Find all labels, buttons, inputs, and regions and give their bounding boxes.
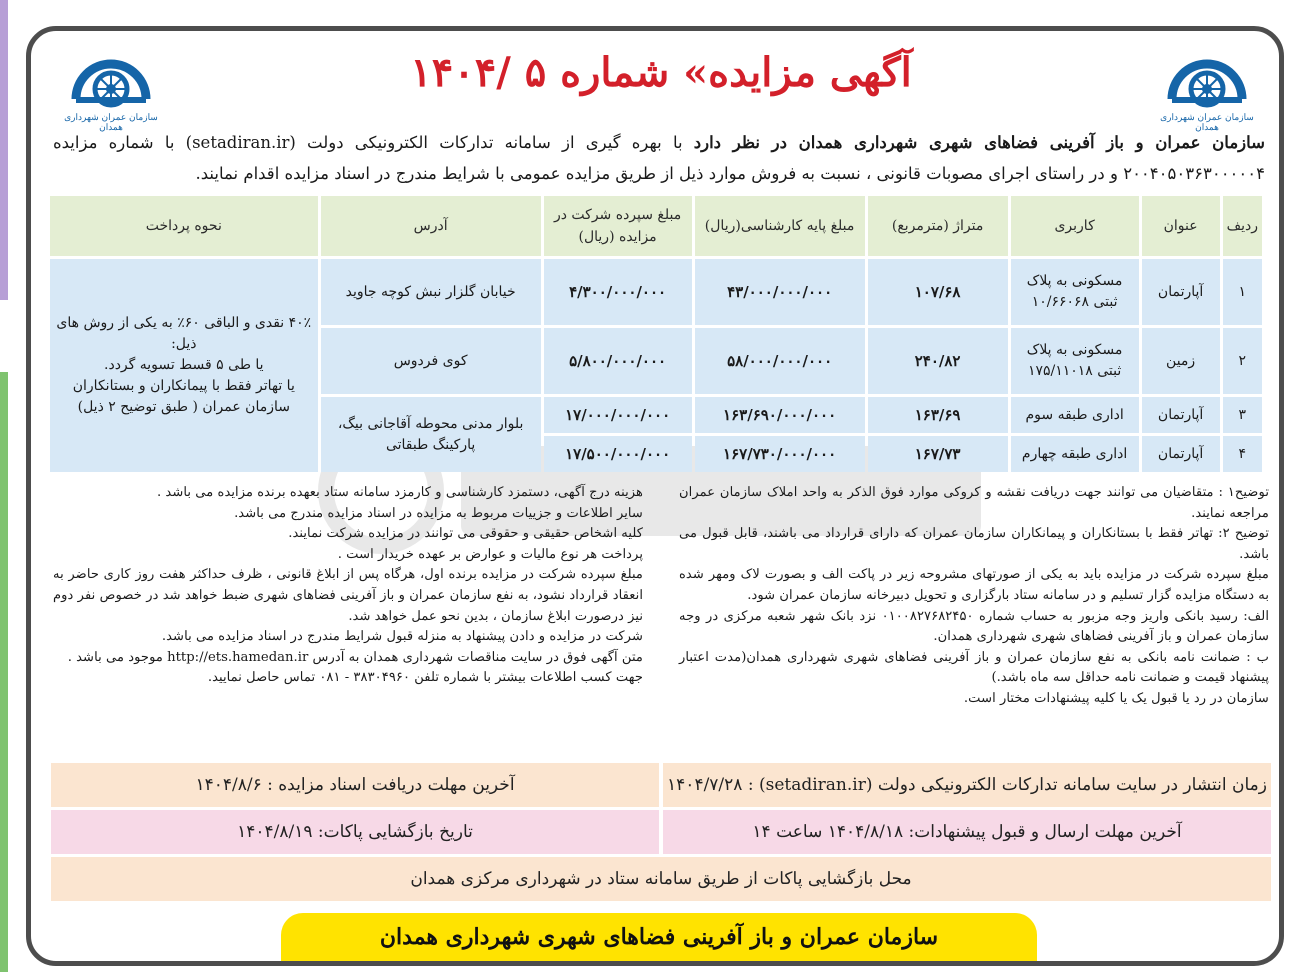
side-strip-bottom bbox=[0, 372, 8, 972]
col-header: متراژ (مترمربع) bbox=[868, 196, 1008, 256]
notes-left-column bbox=[53, 483, 643, 689]
notice-frame bbox=[26, 26, 1284, 966]
table-row bbox=[50, 259, 1262, 325]
cell-payment-method bbox=[50, 259, 318, 472]
document-deadline: آخرین مهلت دریافت اسناد مزایده : ۱۴۰۴/۸/۶ bbox=[51, 763, 659, 807]
cell-deposit: ۴/۳۰۰/۰۰۰/۰۰۰ bbox=[544, 259, 692, 325]
cell-row-number: ۲ bbox=[1223, 328, 1262, 394]
intro-text: با بهره گیری از سامانه تدارکات الکترونیکی دولت (setadiran.ir) با شماره مزایده ۲۰۰۴۰۵۰۳۶۳۰۰۰۰۰۴ و در راستای اجرای مصوبات قانونی ، نسبت به فروش موارد ذیل از طریق مزایده عمومی با شرایط مندرج در اسناد مزایده اقدام نمایند. bbox=[53, 133, 1265, 183]
dates-row-1 bbox=[51, 763, 1271, 807]
note-item: ب : ضمانت نامه بانکی به نفع سازمان عمران و باز آفرینی فضاهای شهری شهرداری همدان(مدت اعتبار پیشنهاد قیمت و ضمانت نامه حداقل سه ماه باشد.) bbox=[679, 649, 1269, 686]
intro-paragraph bbox=[53, 127, 1265, 189]
cell-row-number: ۳ bbox=[1223, 397, 1262, 433]
cell-area: ۲۴۰/۸۲ bbox=[868, 328, 1008, 394]
logo-left bbox=[61, 43, 161, 133]
cell-deposit: ۵/۸۰۰/۰۰۰/۰۰۰ bbox=[544, 328, 692, 394]
cell-base-price: ۵۸/۰۰۰/۰۰۰/۰۰۰ bbox=[695, 328, 865, 394]
col-header: مبلغ پایه کارشناسی(ریال) bbox=[695, 196, 865, 256]
cell-title: زمین bbox=[1142, 328, 1220, 394]
dates-row-2 bbox=[51, 810, 1271, 854]
payment-line: ۴۰٪ نقدی و الباقی ۶۰٪ به یکی از روش های ذیل: bbox=[56, 315, 312, 352]
cell-title: آپارتمان bbox=[1142, 397, 1220, 433]
cell-address: خیابان گلزار نبش کوچه جاوید bbox=[321, 259, 541, 325]
payment-line: یا طی ۵ قسط تسویه گردد. bbox=[104, 357, 264, 373]
note-item: شرکت در مزایده و دادن پیشنهاد به منزله قبول شرایط مندرج در اسناد مزایده می باشد. bbox=[161, 629, 643, 645]
col-header: آدرس bbox=[321, 196, 541, 256]
note-item: مبلغ سپرده شرکت در مزایده باید به یکی از صورتهای مشروحه زیر در پاکت الف و بصورت لاک ومهر شده به دستگاه مزایده گزار تسلیم و در سامانه ستاد بارگزاری و تحویل دبیرخانه سازمان عمران شود. bbox=[679, 567, 1269, 603]
notes-section bbox=[53, 483, 1269, 743]
payment-line: یا تهاتر فقط با پیمانکاران و بستانکاران سازمان عمران ( طبق توضیح ۲ ذیل) bbox=[72, 378, 295, 415]
items-table bbox=[47, 193, 1265, 475]
note-item: هزینه درج آگهی، دستمزد کارشناسی و کارمزد سامانه ستاد بعهده برنده مزایده می باشد . bbox=[157, 485, 643, 500]
dates-row-3 bbox=[51, 857, 1271, 901]
cell-area: ۱۶۷/۷۳ bbox=[868, 436, 1008, 472]
page-title: آگهی مزایده» شماره ۵ /۱۴۰۴ bbox=[410, 49, 912, 96]
opening-date: تاریخ بازگشایی پاکات: ۱۴۰۴/۸/۱۹ bbox=[51, 810, 659, 854]
note-item: کلیه اشخاص حقیقی و حقوقی می توانند در مزایده شرکت نمایند. bbox=[288, 526, 643, 542]
note-item: توضیح۱ : متقاضیان می توانند جهت دریافت نقشه و کروکی موارد فوق الذکر به واحد املاک سازمان عمران مراجعه نمایند. bbox=[679, 485, 1269, 521]
cell-usage: مسکونی به پلاک ثبتی ۱۷۵/۱۱۰۱۸ bbox=[1011, 328, 1139, 394]
cell-address: بلوار مدنی محوطه آقاجانی بیگ، پارکینگ طبقاتی bbox=[321, 397, 541, 472]
submission-deadline: آخرین مهلت ارسال و قبول پیشنهادات: ۱۴۰۴/۸/۱۸ ساعت ۱۴ bbox=[663, 810, 1271, 854]
cell-deposit: ۱۷/۵۰۰/۰۰۰/۰۰۰ bbox=[544, 436, 692, 472]
cell-title: آپارتمان bbox=[1142, 259, 1220, 325]
cell-usage: اداری طبقه چهارم bbox=[1011, 436, 1139, 472]
logo-right bbox=[1157, 43, 1257, 133]
intro-org: سازمان عمران و باز آفرینی فضاهای شهری شهرداری همدان در نظر دارد bbox=[693, 133, 1265, 152]
note-item: توضیح ۲: تهاتر فقط با بستانکاران و پیمانکاران سازمان عمران که دارای قرارداد می باشند، قابل قبول می باشد. bbox=[679, 526, 1269, 562]
col-header: نحوه پرداخت bbox=[50, 196, 318, 256]
col-header: کاربری bbox=[1011, 196, 1139, 256]
note-item: الف: رسید بانکی واریز وجه مزبور به حساب شماره ۰۱۰۰۸۲۷۶۸۲۴۵۰ نزد بانک شهر شعبه مرکزی در وجه سازمان عمران و باز آفرینی فضاهای شهری شهرداری همدان. bbox=[679, 608, 1269, 645]
organization-logo-icon bbox=[1164, 43, 1250, 115]
note-item: سازمان در رد یا قبول یک یا کلیه پیشنهادات مختار است. bbox=[963, 690, 1269, 706]
cell-deposit: ۱۷/۰۰۰/۰۰۰/۰۰۰ bbox=[544, 397, 692, 433]
cell-usage: مسکونی به پلاک ثبتی ۱۰/۶۶۰۶۸ bbox=[1011, 259, 1139, 325]
side-strip-top bbox=[0, 0, 8, 300]
footer-banner: سازمان عمران و باز آفرینی فضاهای شهری شهرداری همدان bbox=[281, 913, 1037, 966]
cell-usage: اداری طبقه سوم bbox=[1011, 397, 1139, 433]
cell-row-number: ۱ bbox=[1223, 259, 1262, 325]
cell-area: ۱۶۳/۶۹ bbox=[868, 397, 1008, 433]
note-item: متن آگهی فوق در سایت مناقصات شهرداری همدان به آدرس http://ets.hamedan.ir موجود می باشد . bbox=[67, 649, 643, 665]
note-item: سایر اطلاعات و جزییات مربوط به مزایده در اسناد مزایده مندرج می باشد. bbox=[234, 505, 643, 521]
cell-title: آپارتمان bbox=[1142, 436, 1220, 472]
cell-address: کوی فردوس bbox=[321, 328, 541, 394]
organization-logo-icon bbox=[68, 43, 154, 115]
cell-base-price: ۴۳/۰۰۰/۰۰۰/۰۰۰ bbox=[695, 259, 865, 325]
notes-right-column bbox=[679, 483, 1269, 710]
logo-caption: سازمان عمران شهرداری همدان bbox=[64, 113, 158, 133]
note-item: پرداخت هر نوع مالیات و عوارض بر عهده خریدار است . bbox=[337, 546, 643, 562]
cell-row-number: ۴ bbox=[1223, 436, 1262, 472]
row-separator bbox=[659, 763, 663, 807]
logo-caption: سازمان عمران شهرداری همدان bbox=[1160, 113, 1254, 133]
note-item: مبلغ سپرده شرکت در مزایده برنده اول، هرگاه پس از ابلاغ قانونی ، ظرف حداکثر هفت روز کاری حاضر به انعقاد قرارداد نشود، به نفع سازمان عمران و باز آفرینی فضاهای شهری ضبط خواهد شد در خصوص نفر دوم نیز درصورت ابلاغ سازمان ، بدین نحو عمل خواهد شد. bbox=[53, 567, 643, 624]
col-header: ردیف bbox=[1223, 196, 1262, 256]
opening-place: محل بازگشایی پاکات از طریق سامانه ستاد در شهرداری مرکزی همدان bbox=[51, 857, 1271, 901]
col-header: مبلغ سپرده شرکت در مزایده (ریال) bbox=[544, 196, 692, 256]
row-separator bbox=[659, 810, 663, 854]
col-header: عنوان bbox=[1142, 196, 1220, 256]
cell-base-price: ۱۶۳/۶۹۰/۰۰۰/۰۰۰ bbox=[695, 397, 865, 433]
cell-base-price: ۱۶۷/۷۳۰/۰۰۰/۰۰۰ bbox=[695, 436, 865, 472]
publish-date: زمان انتشار در سایت سامانه تدارکات الکترونیکی دولت (setadiran.ir) : ۱۴۰۴/۷/۲۸ bbox=[663, 763, 1271, 807]
table-header-row bbox=[50, 196, 1262, 256]
note-item: جهت کسب اطلاعات بیشتر با شماره تلفن ۳۸۳۰۴۹۶۰ - ۰۸۱ تماس حاصل نمایید. bbox=[207, 670, 643, 686]
cell-area: ۱۰۷/۶۸ bbox=[868, 259, 1008, 325]
